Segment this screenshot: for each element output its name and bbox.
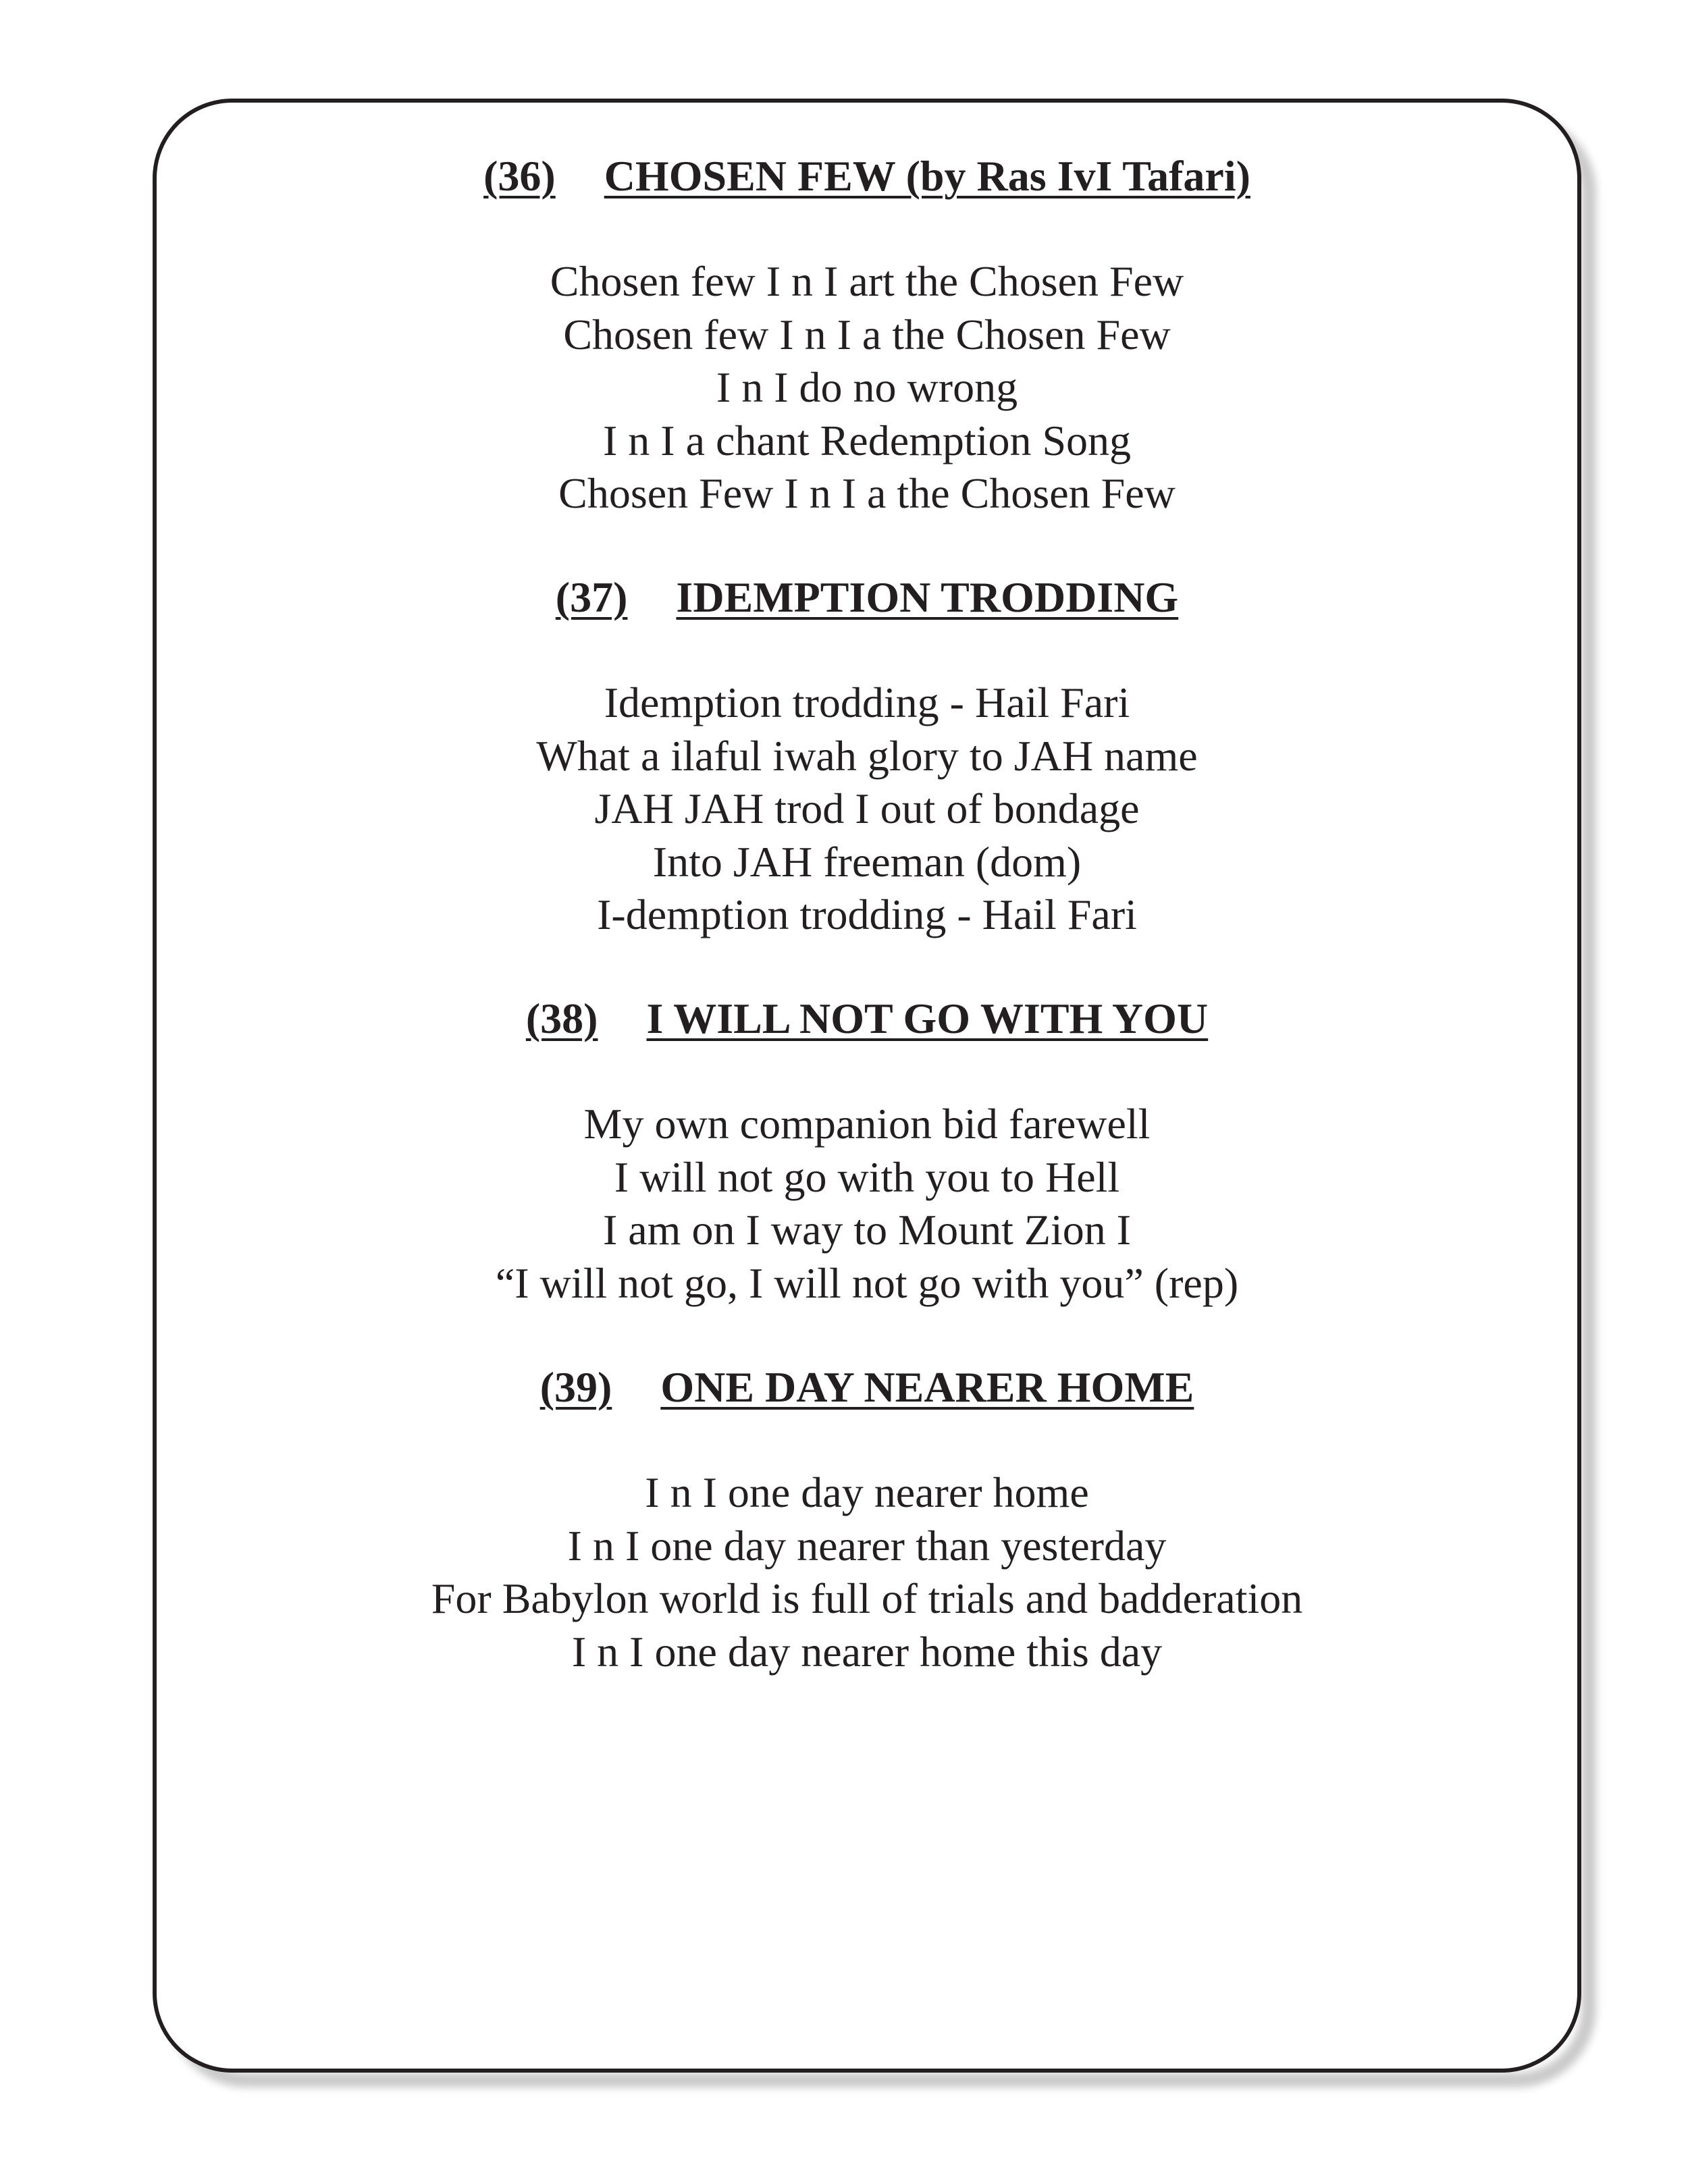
- song-number: (37): [555, 573, 628, 621]
- song-37: [153, 571, 1581, 942]
- lyrics: [153, 1098, 1581, 1310]
- song-title: I WILL NOT GO WITH YOU: [646, 994, 1209, 1042]
- lyric-line: My own companion bid farewell: [583, 1100, 1151, 1148]
- lyric-line: Chosen few I n I art the Chosen Few: [550, 257, 1184, 305]
- lyric-line: I n I one day nearer home this day: [571, 1627, 1163, 1676]
- lyric-line: I will not go with you to Hell: [614, 1152, 1120, 1201]
- song-38: [153, 992, 1581, 1310]
- lyrics: [153, 255, 1581, 521]
- song-36: [153, 150, 1581, 521]
- song-heading: [153, 992, 1581, 1045]
- lyric-line: “I will not go, I will not go with you” (rep): [495, 1258, 1239, 1307]
- lyric-line: What a ilaful iwah glory to JAH name: [536, 731, 1198, 780]
- song-heading: [153, 571, 1581, 624]
- song-title: CHOSEN FEW (by Ras IvI Tafari): [604, 152, 1250, 200]
- song-heading: [153, 150, 1581, 203]
- song-number: (36): [483, 152, 556, 200]
- lyric-line: Chosen Few I n I a the Chosen Few: [558, 469, 1176, 517]
- lyric-line: I n I a chant Redemption Song: [602, 416, 1132, 464]
- lyric-line: I n I one day nearer home: [645, 1468, 1089, 1516]
- lyrics: [153, 1466, 1581, 1678]
- lyric-line: I-demption trodding - Hail Fari: [597, 890, 1137, 938]
- lyric-line: For Babylon world is full of trials and badderation: [431, 1574, 1303, 1622]
- lyric-line: Idemption trodding - Hail Fari: [604, 678, 1130, 726]
- song-heading: [153, 1361, 1581, 1414]
- lyric-line: Into JAH freeman (dom): [652, 837, 1082, 886]
- lyric-line: I am on I way to Mount Zion I: [602, 1206, 1132, 1254]
- song-number: (39): [539, 1363, 612, 1411]
- song-number: (38): [525, 994, 598, 1042]
- song-39: [153, 1361, 1581, 1678]
- lyric-line: Chosen few I n I a the Chosen Few: [563, 310, 1171, 358]
- lyric-line: I n I do no wrong: [716, 363, 1018, 411]
- lyric-line: JAH JAH trod I out of bondage: [594, 784, 1140, 832]
- lyrics: [153, 676, 1581, 942]
- song-title: ONE DAY NEARER HOME: [660, 1363, 1194, 1411]
- lyric-line: I n I one day nearer than yesterday: [567, 1521, 1167, 1570]
- song-title: IDEMPTION TRODDING: [676, 573, 1179, 621]
